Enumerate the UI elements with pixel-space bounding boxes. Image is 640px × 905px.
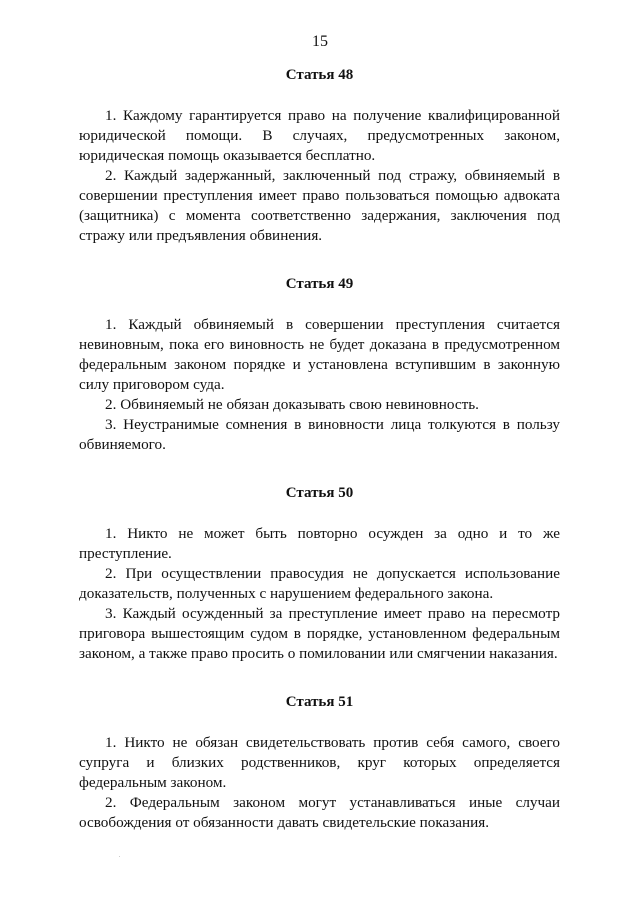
article-paragraph: 2. Каждый задержанный, заключенный под стражу, обвиняемый в совершении преступления имеет право пользоваться помощью адвоката (защитника) с момента соответственно задержания, заключения под стражу или предъявления обвинения. bbox=[79, 167, 560, 244]
article-paragraph: 2. При осуществлении правосудия не допускается использование доказательств, полученных с нарушением федерального закона. bbox=[79, 565, 560, 602]
article-paragraph: 1. Каждому гарантируется право на получение квалифицированной юридической помощи. В случаях, предусмотренных законом, юридическая помощь оказывается бесплатно. bbox=[79, 107, 560, 164]
article-paragraph: 3. Каждый осужденный за преступление имеет право на пересмотр приговора вышестоящим судом в порядке, установленном федеральным законом, а также право просить о помиловании или смягчении наказания. bbox=[79, 605, 560, 662]
article-51 bbox=[79, 692, 560, 833]
article-title: Статья 51 bbox=[285, 694, 354, 710]
article-50 bbox=[79, 483, 560, 664]
article-title: Статья 48 bbox=[285, 67, 354, 83]
page-number: 15 bbox=[312, 33, 328, 50]
article-49 bbox=[79, 274, 560, 455]
article-paragraph: 1. Никто не может быть повторно осужден за одно и то же преступление. bbox=[79, 525, 560, 562]
article-title: Статья 49 bbox=[285, 276, 354, 292]
article-paragraph: 1. Никто не обязан свидетельствовать против себя самого, своего супруга и близких родственников, круг которых определяется федеральным законом. bbox=[79, 734, 560, 791]
article-paragraph: 3. Неустранимые сомнения в виновности лица толкуются в пользу обвиняемого. bbox=[79, 416, 560, 453]
article-title: Статья 50 bbox=[285, 485, 354, 501]
document-body bbox=[79, 65, 560, 833]
scan-speck bbox=[119, 856, 120, 857]
article-48 bbox=[79, 65, 560, 246]
article-paragraph: 2. Обвиняемый не обязан доказывать свою невиновность. bbox=[105, 396, 479, 413]
article-paragraph: 1. Каждый обвиняемый в совершении преступления считается невиновным, пока его виновность не будет доказана в предусмотренном федеральным законом порядке и установлена вступившим в законную силу приговором суда. bbox=[79, 316, 560, 393]
article-paragraph: 2. Федеральным законом могут устанавливаться иные случаи освобождения от обязанности давать свидетельские показания. bbox=[79, 794, 560, 831]
